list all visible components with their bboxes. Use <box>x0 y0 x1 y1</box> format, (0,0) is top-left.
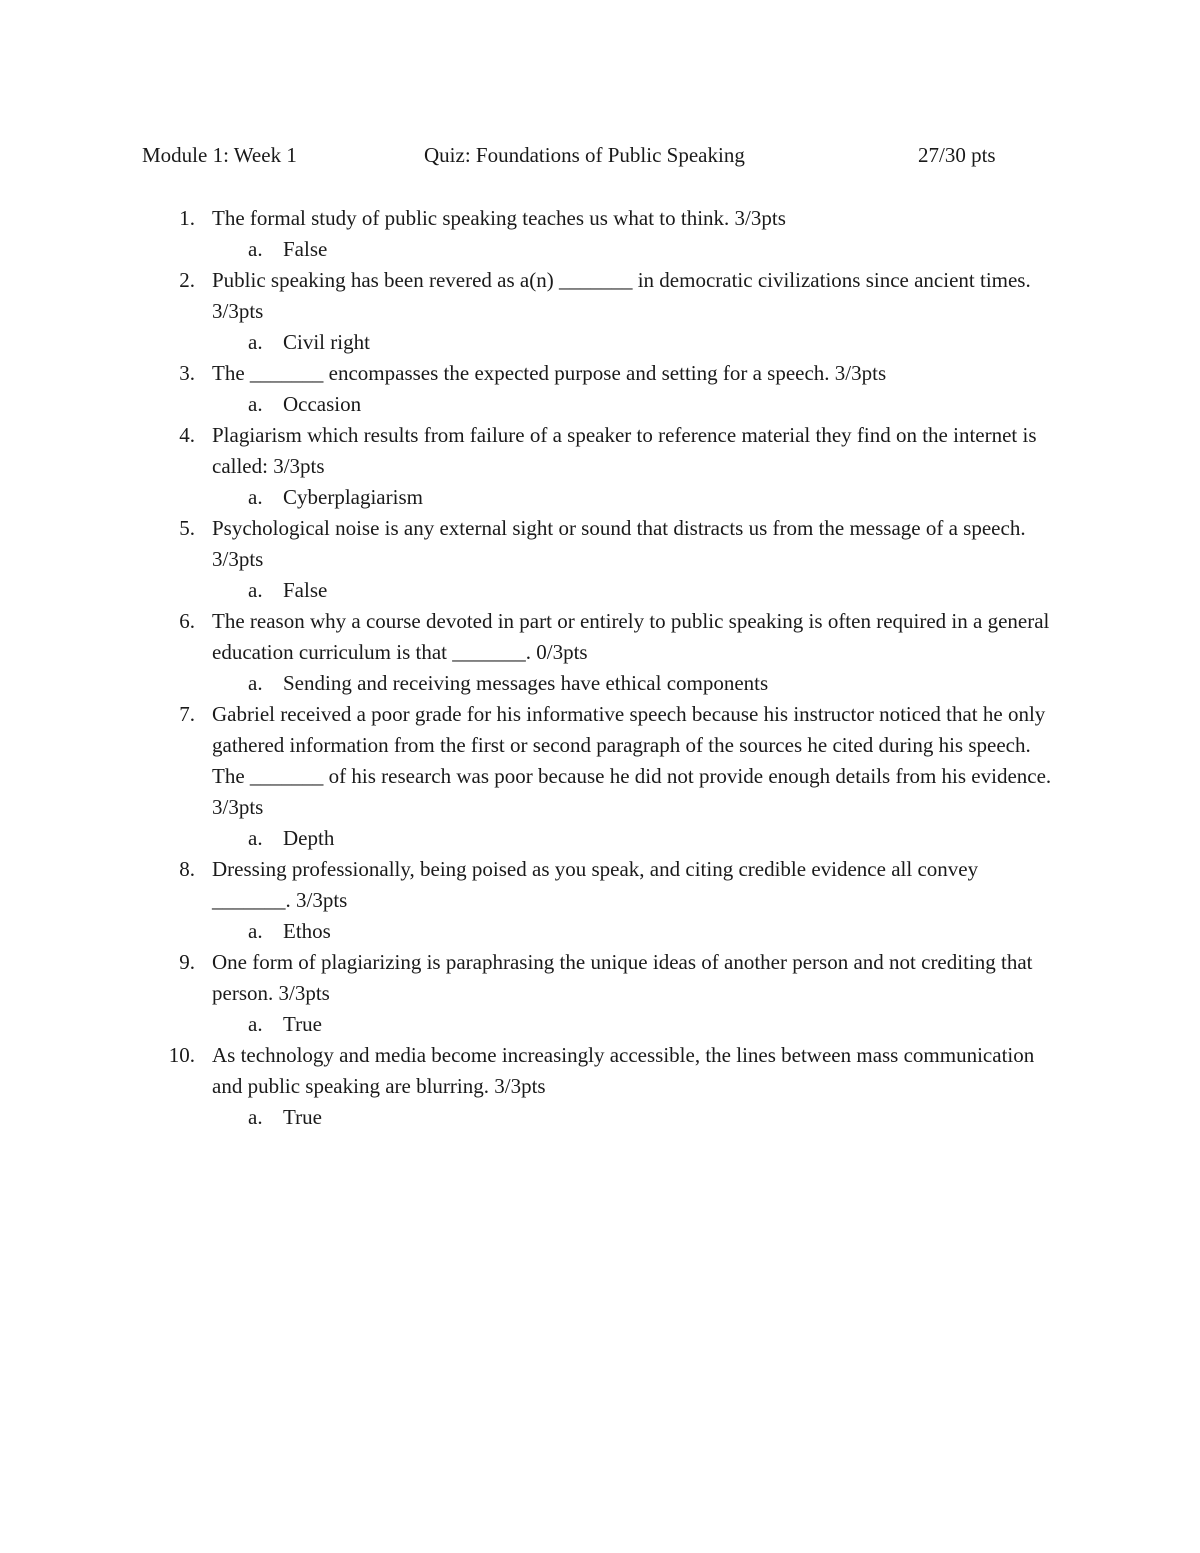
document-header <box>0 140 1200 171</box>
question-item <box>0 358 1200 420</box>
quiz-title: Quiz: Foundations of Public Speaking <box>424 143 745 167</box>
question-number: 7. <box>179 702 195 726</box>
answer-letter: a. <box>248 826 263 850</box>
answer-item <box>212 389 1062 420</box>
question-list <box>0 203 1200 1133</box>
answer-text: Occasion <box>283 392 362 416</box>
answer-text: True <box>283 1012 322 1036</box>
answer-letter: a. <box>248 237 263 261</box>
total-score: 27/30 pts <box>918 143 996 167</box>
question-item <box>0 606 1200 699</box>
question-text: Psychological noise is any external sight or sound that distracts us from the message of a speech. 3/3pts <box>212 516 1026 571</box>
answer-item <box>212 327 1062 358</box>
question-number: 6. <box>179 609 195 633</box>
question-item <box>0 265 1200 358</box>
question-text: One form of plagiarizing is paraphrasing the unique ideas of another person and not crediting that person. 3/3pts <box>212 950 1033 1005</box>
answer-item <box>212 916 1062 947</box>
question-item <box>0 420 1200 513</box>
answer-item <box>212 823 1062 854</box>
question-number: 3. <box>179 361 195 385</box>
answer-item <box>212 234 1062 265</box>
answer-item <box>212 668 1062 699</box>
answer-item <box>212 1009 1062 1040</box>
question-text: Gabriel received a poor grade for his informative speech because his instructor noticed that he only gathered information from the first or second paragraph of the sources he cited during his speech. The _______ of his research was poor because he did not provide enough details from his evidence. 3/3pts <box>212 702 1052 819</box>
module-label: Module 1: Week 1 <box>142 143 297 167</box>
question-number: 8. <box>179 857 195 881</box>
answer-text: False <box>283 578 328 602</box>
question-number: 2. <box>179 268 195 292</box>
question-item <box>0 1040 1200 1133</box>
question-text: The _______ encompasses the expected purpose and setting for a speech. 3/3pts <box>212 361 887 385</box>
question-item <box>0 947 1200 1040</box>
answer-letter: a. <box>248 485 263 509</box>
question-item <box>0 854 1200 947</box>
question-text: Dressing professionally, being poised as you speak, and citing credible evidence all convey _______. 3/3pts <box>212 857 979 912</box>
answer-letter: a. <box>248 1105 263 1129</box>
answer-letter: a. <box>248 919 263 943</box>
answer-text: Cyberplagiarism <box>283 485 423 509</box>
question-text: Public speaking has been revered as a(n) _______ in democratic civilizations since ancient times. 3/3pts <box>212 268 1031 323</box>
question-number: 1. <box>179 206 195 230</box>
answer-item <box>212 1102 1062 1133</box>
question-text: The formal study of public speaking teaches us what to think. 3/3pts <box>212 206 786 230</box>
answer-text: Ethos <box>283 919 331 943</box>
question-number: 10. <box>168 1043 195 1067</box>
question-item <box>0 513 1200 606</box>
question-number: 4. <box>179 423 195 447</box>
answer-text: Depth <box>283 826 335 850</box>
question-text: The reason why a course devoted in part or entirely to public speaking is often required in a general education curriculum is that _______. 0/3pts <box>212 609 1050 664</box>
answer-text: Civil right <box>283 330 370 354</box>
question-text: Plagiarism which results from failure of a speaker to reference material they find on the internet is called: 3/3pts <box>212 423 1037 478</box>
answer-letter: a. <box>248 392 263 416</box>
answer-letter: a. <box>248 671 263 695</box>
question-item <box>0 203 1200 265</box>
answer-text: False <box>283 237 328 261</box>
question-text: As technology and media become increasingly accessible, the lines between mass communication and public speaking are blurring. 3/3pts <box>212 1043 1035 1098</box>
question-number: 5. <box>179 516 195 540</box>
answer-letter: a. <box>248 330 263 354</box>
answer-item <box>212 482 1062 513</box>
answer-letter: a. <box>248 578 263 602</box>
answer-text: True <box>283 1105 322 1129</box>
answer-item <box>212 575 1062 606</box>
question-number: 9. <box>179 950 195 974</box>
question-item <box>0 699 1200 854</box>
answer-text: Sending and receiving messages have ethical components <box>283 671 769 695</box>
answer-letter: a. <box>248 1012 263 1036</box>
